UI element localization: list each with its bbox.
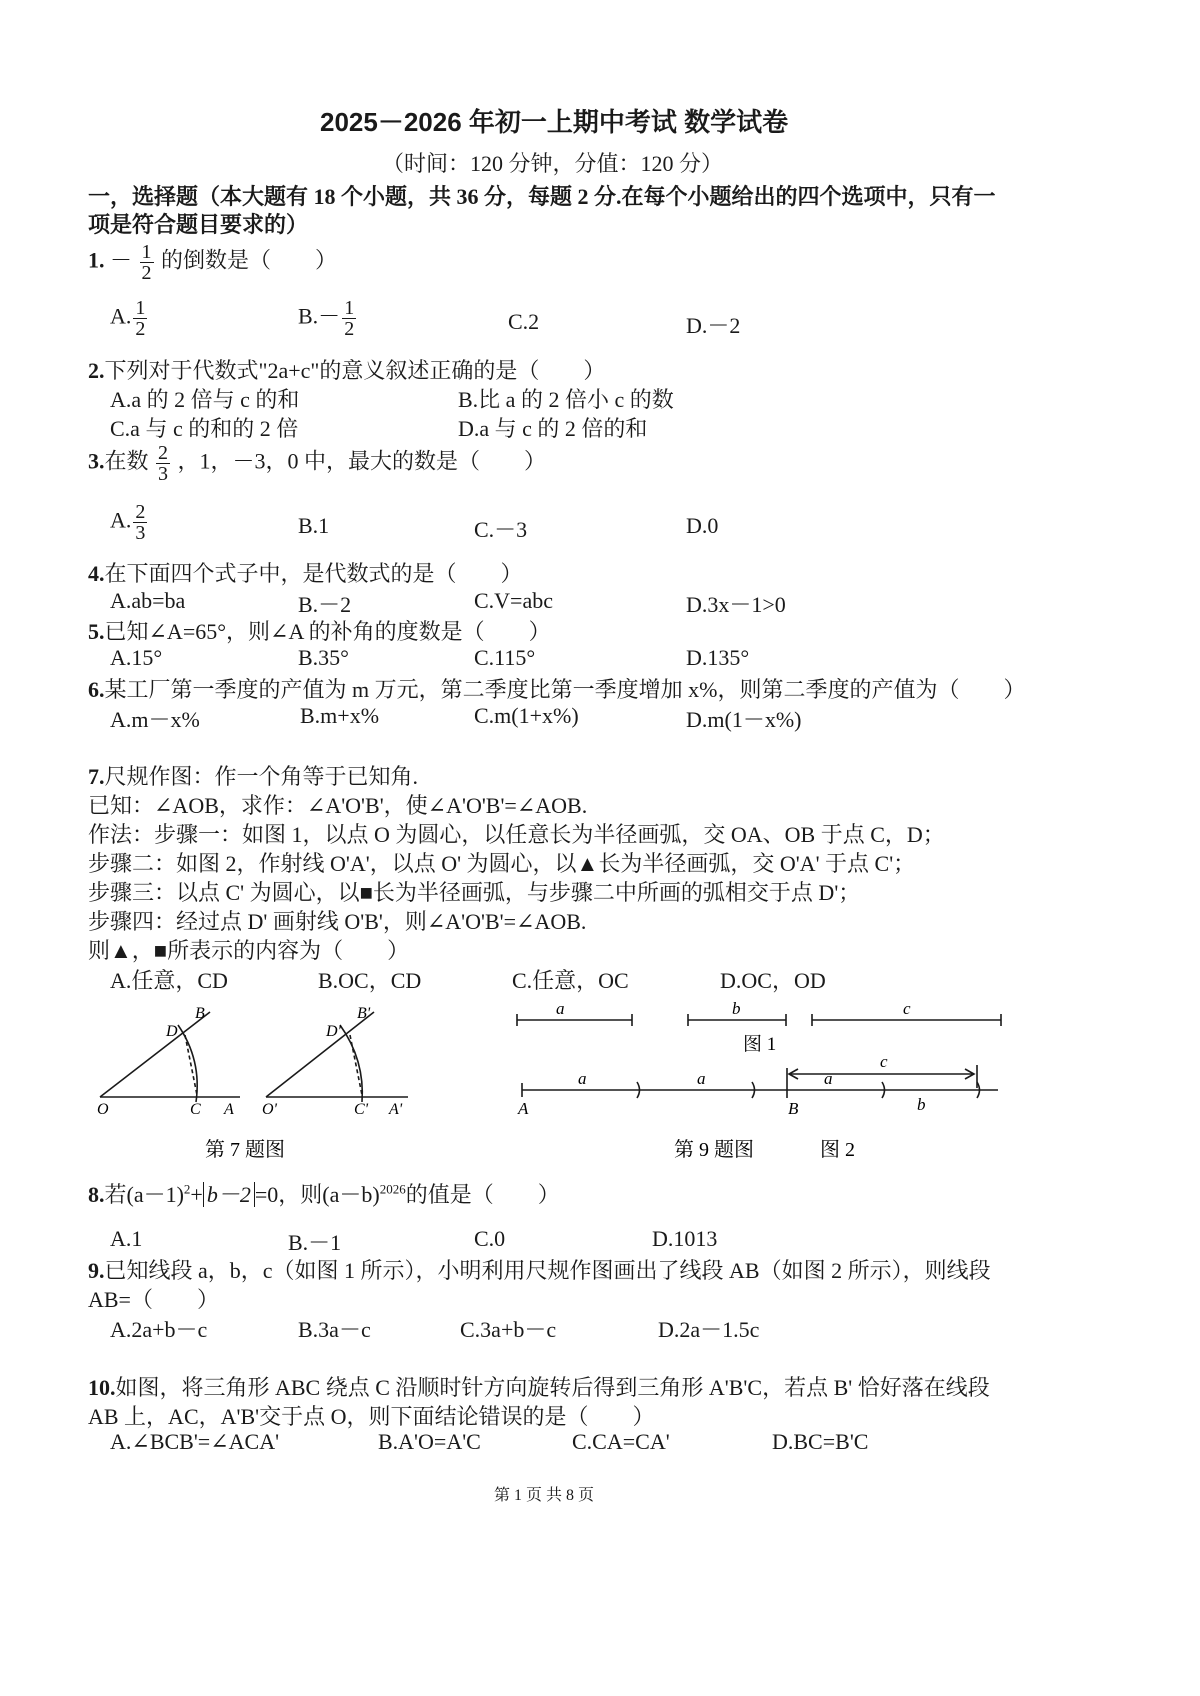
question-7-given: 已知：∠AOB，求作：∠A'O'B'，使∠A'O'B'=∠AOB. — [88, 793, 588, 818]
q7-option-d[interactable]: D.OC，OD — [720, 968, 826, 993]
q1-option-b[interactable]: B.－ $\frac{1}{2}$ — [298, 297, 355, 340]
q9-line-label-a2: a — [697, 1069, 706, 1088]
exam-subtitle: （时间：120 分钟，分值：120 分） — [382, 151, 724, 176]
question-8: 8.若$(a-1)^2+ b-2 =0$，则$(a-b)^{2026}$的值是（ ） — [88, 1181, 560, 1207]
q7-option-c[interactable]: C.任意，OC — [512, 968, 629, 993]
q4-option-d[interactable]: D.3x－1>0 — [686, 592, 786, 617]
q8-option-a[interactable]: A.1 — [110, 1226, 143, 1251]
q7-label-b-prime: B' — [357, 1005, 371, 1022]
q6-option-b[interactable]: B.m+x% — [300, 703, 380, 728]
question-2: 2.下列对于代数式"2a+c"的意义叙述正确的是（ ） — [88, 358, 606, 383]
q9-option-a[interactable]: A.2a+b－c — [110, 1317, 208, 1342]
fraction: $\frac{1}{2}$ — [141, 241, 152, 284]
q9-figure2-caption: 图 2 — [820, 1139, 855, 1161]
q9-line-label-a1: a — [578, 1069, 587, 1088]
q7-label-o: O — [97, 1101, 109, 1118]
q7-label-c: C — [190, 1101, 201, 1118]
question-10: 10.如图，将三角形 ABC 绕点 C 沿顺时针方向旋转后得到三角形 A'B'C，若点 B' 恰好落在线段 — [88, 1375, 990, 1400]
q5-option-b[interactable]: B.35° — [298, 645, 349, 670]
q2-option-b[interactable]: B.比 a 的 2 倍小 c 的数 — [458, 387, 674, 412]
q5-option-d[interactable]: D.135° — [686, 645, 750, 670]
q7-label-d: D — [166, 1023, 178, 1040]
q2-option-a[interactable]: A.a 的 2 倍与 c 的和 — [110, 387, 300, 412]
q9-segment-label-a: a — [556, 999, 565, 1018]
q10-option-b[interactable]: B.A'O=A'C — [378, 1429, 481, 1454]
q9-point-label-a: A — [518, 1099, 529, 1118]
question-1 — [88, 242, 337, 283]
q7-label-c-prime: C' — [354, 1101, 369, 1118]
question-7-step2: 步骤二：如图 2，作射线 O'A'，以点 O' 为圆心，以▲长为半径画弧，交 O'A' 于点 C'； — [88, 851, 916, 876]
question-4: 4.在下面四个式子中，是代数式的是（ ） — [88, 561, 523, 586]
q9-line-label-c: c — [880, 1052, 888, 1071]
question-10-line2: AB 上，AC，A'B'交于点 O，则下面结论错误的是（ ） — [88, 1404, 655, 1429]
q7-figure-caption: 第 7 题图 — [205, 1139, 285, 1161]
q7-label-b: B — [195, 1005, 205, 1022]
question-1-stem: 的倒数是（ ） — [161, 247, 338, 273]
q5-option-a[interactable]: A.15° — [110, 645, 163, 670]
q3-option-c[interactable]: C.－3 — [474, 517, 528, 542]
question-number: 1. — [88, 247, 105, 273]
q2-option-d[interactable]: D.a 与 c 的 2 倍的和 — [458, 416, 648, 441]
q7-label-a: A — [224, 1101, 234, 1118]
question-7-prompt: 则▲，■所表示的内容为（ ） — [88, 938, 410, 963]
q7-label-o-prime: O' — [262, 1101, 277, 1118]
q8-option-c[interactable]: C.0 — [474, 1226, 506, 1251]
fraction: $\frac{2}{3}$ — [158, 442, 169, 485]
q4-option-a[interactable]: A.ab=ba — [110, 588, 186, 613]
q9-option-b[interactable]: B.3a－c — [298, 1317, 371, 1342]
q8-option-b[interactable]: B.－1 — [288, 1230, 342, 1255]
q9-figure1-segments — [517, 1014, 1001, 1026]
q7-label-d-prime: D' — [326, 1023, 341, 1040]
q2-option-c[interactable]: C.a 与 c 的和的 2 倍 — [110, 416, 299, 441]
q7-label-a-prime: A' — [389, 1101, 403, 1118]
fraction: $\frac{1}{2}$ — [344, 297, 355, 340]
q4-option-b[interactable]: B.－2 — [298, 592, 352, 617]
q1-option-d[interactable]: D.－2 — [686, 313, 741, 338]
fraction: $\frac{1}{2}$ — [135, 297, 146, 340]
question-1-prefix: － — [110, 247, 133, 273]
question-5: 5.已知∠A=65°，则∠A 的补角的度数是（ ） — [88, 619, 551, 644]
q9-option-c[interactable]: C.3a+b－c — [460, 1317, 557, 1342]
section-heading-line2: 项是符合题目要求的） — [88, 212, 309, 237]
figures-q7-q9 — [0, 990, 1200, 1190]
q8-option-d[interactable]: D.1013 — [652, 1226, 718, 1251]
question-7-step1: 作法：步骤一：如图 1，以点 O 为圆心，以任意长为半径画弧，交 OA、OB 于点 C，D； — [88, 822, 945, 847]
question-7: 7.尺规作图：作一个角等于已知角. — [88, 764, 419, 789]
q9-figure2-line — [522, 1065, 998, 1098]
fraction: $\frac{2}{3}$ — [135, 501, 146, 544]
q9-segment-label-b: b — [732, 999, 741, 1018]
q6-option-c[interactable]: C.m(1+x%) — [474, 703, 579, 728]
question-9: 9.已知线段 a，b，c（如图 1 所示），小明利用尺规作图画出了线段 AB（如图 2 所示），则线段 — [88, 1258, 991, 1283]
q6-option-a[interactable]: A.m－x% — [110, 707, 200, 732]
question-3: 3.在数 $\frac{2}{3}$ ，1，－3，0 中，最大的数是（ ） — [88, 442, 547, 485]
q10-option-c[interactable]: C.CA=CA' — [572, 1429, 670, 1454]
q9-figure-caption: 第 9 题图 — [674, 1139, 754, 1161]
section-heading-line1: 一，选择题（本大题有 18 个小题，共 36 分，每题 2 分.在每个小题给出的四个选项中，只有一 — [88, 184, 996, 209]
q9-segment-label-c: c — [903, 999, 911, 1018]
q7-option-b[interactable]: B.OC，CD — [318, 968, 422, 993]
question-7-step4: 步骤四：经过点 D' 画射线 O'B'，则∠A'O'B'=∠AOB. — [88, 909, 587, 934]
q9-option-d[interactable]: D.2a－1.5c — [658, 1317, 760, 1342]
q4-option-c[interactable]: C.V=abc — [474, 588, 553, 613]
q3-option-d[interactable]: D.0 — [686, 513, 719, 538]
q9-figure1-caption: 图 1 — [743, 1034, 777, 1055]
q9-line-label-b: b — [917, 1095, 926, 1114]
q10-option-a[interactable]: A.∠BCB'=∠ACA' — [110, 1429, 280, 1454]
q3-option-b[interactable]: B.1 — [298, 513, 330, 538]
q9-point-label-b: B — [788, 1099, 799, 1118]
page-number: 第 1 页 共 8 页 — [494, 1487, 595, 1504]
q9-line-label-a3: a — [824, 1069, 833, 1088]
q1-option-c[interactable]: C.2 — [508, 309, 540, 334]
q3-option-a[interactable]: A. $\frac{2}{3}$ — [110, 501, 146, 544]
absolute-value: b－2 — [203, 1182, 255, 1207]
question-7-step3: 步骤三：以点 C' 为圆心，以■长为半径画弧，与步骤二中所画的弧相交于点 D'； — [88, 880, 861, 905]
exam-title: 2025－2026 年初一上期中考试 数学试卷 — [320, 107, 789, 137]
q7-option-a[interactable]: A.任意，CD — [110, 968, 228, 993]
question-6: 6.某工厂第一季度的产值为 m 万元，第二季度比第一季度增加 x%，则第二季度的产值为（ ） — [88, 677, 1026, 702]
q10-option-d[interactable]: D.BC=B'C — [772, 1429, 869, 1454]
q5-option-c[interactable]: C.115° — [474, 645, 536, 670]
question-9-line2: AB=（ ） — [88, 1287, 219, 1312]
q1-option-a[interactable]: A. $\frac{1}{2}$ — [110, 297, 146, 340]
q6-option-d[interactable]: D.m(1－x%) — [686, 707, 802, 732]
